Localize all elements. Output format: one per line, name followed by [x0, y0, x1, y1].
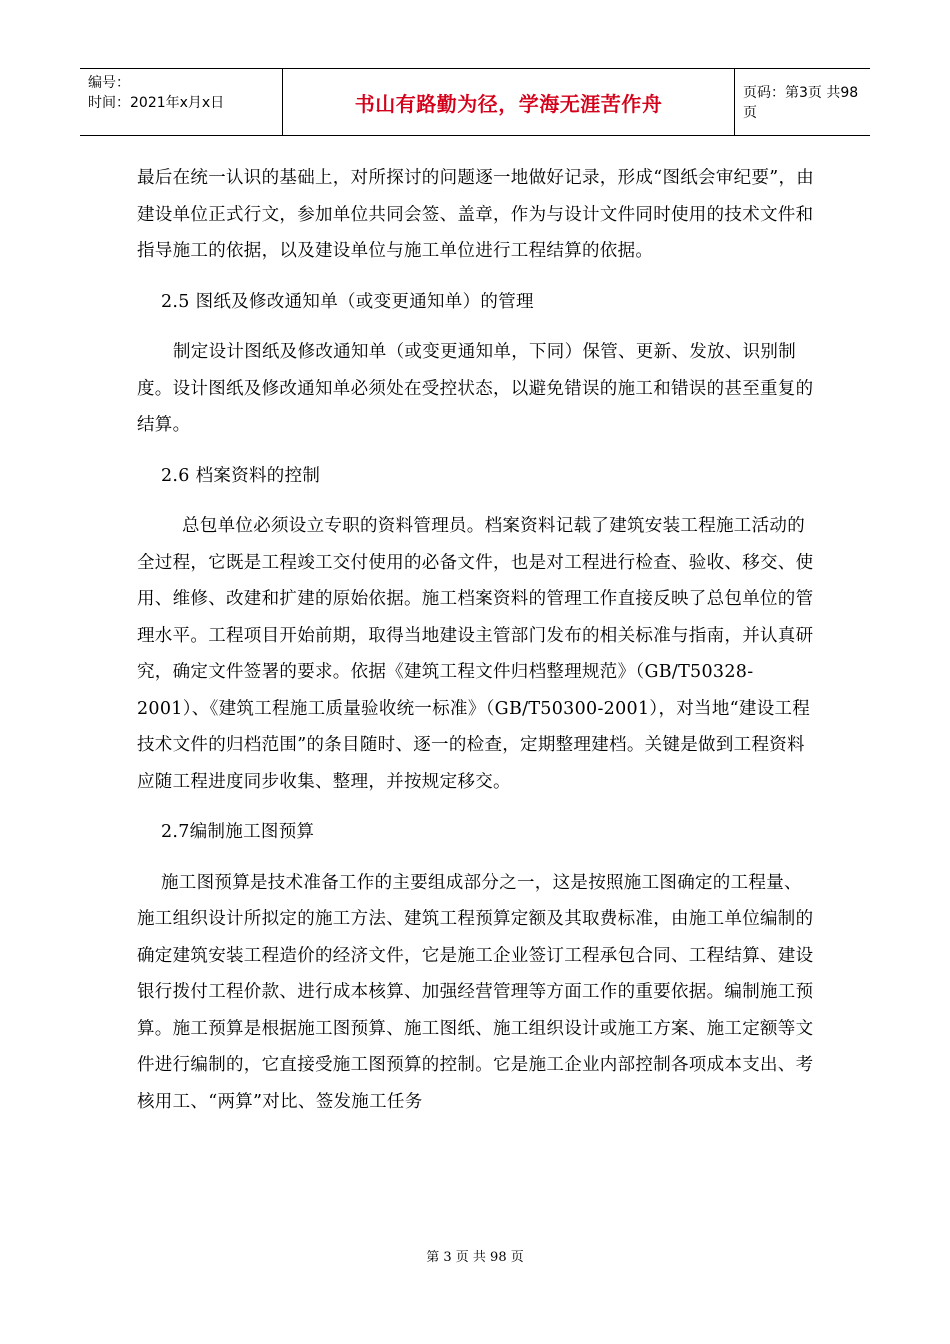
paragraph-archive-control: 总包单位必须设立专职的资料管理员。档案资料记载了建筑安装工程施工活动的全过程，它既是工程竣工交付使用的必备文件，也是对工程进行检查、验收、移交、使用、维修、改建和扩建的原始依据。施工档案资料的管理工作直接反映了总包单位的管理水平。工程项目开始前期，取得当地建设主管部门发布的相关标准与指南，并认真研究，确定文件签署的要求。依据《建筑工程文件归档整理规范》（GB/T50328-2001）、《建筑工程施工质量验收统一标准》（GB/T50300-2001），对当地“建设工程技术文件的归档范围”的条目随时、逐一的检查，定期整理建档。关键是做到工程资料应随工程进度同步收集、整理，并按规定移交。 — [137, 516, 814, 792]
paragraph-budget: 施工图预算是技术准备工作的主要组成部分之一，这是按照施工图确定的工程量、施工组织设计所拟定的施工方法、建筑工程预算定额及其取费标准，由施工单位编制的确定建筑安装工程造价的经济文件，它是施工企业签订工程承包合同、工程结算、建设银行拨付工程价款、进行成本核算、加强经营管理等方面工作的重要依据。编制施工预算。施工预算是根据施工图预算、施工图纸、施工组织设计或施工方案、施工定额等文件进行编制的，它直接受施工图预算的控制。它是施工企业内部控制各项成本支出、考核用工、“两算”对比、签发施工任务 — [137, 872, 814, 1112]
paragraph-drawing-management: 制定设计图纸及修改通知单（或变更通知单，下同）保管、更新、发放、识别制度。设计图纸及修改通知单必须处在受控状态，以避免错误的施工和错误的甚至重复的结算。 — [137, 342, 814, 435]
header-page-label: 页码：第3页 共98页 — [743, 85, 859, 121]
document-body — [137, 160, 817, 1120]
section-heading-2-5: 2.5 图纸及修改通知单（或变更通知单）的管理 — [161, 291, 534, 312]
page-footer: 第 3 页 共 98 页 — [426, 1250, 524, 1265]
document-number-label: 编号： — [88, 75, 130, 91]
paragraph-drawing-review: 最后在统一认识的基础上，对所探讨的问题逐一地做好记录，形成“图纸会审纪要”，由建设单位正式行文，参加单位共同会签、盖章，作为与设计文件同时使用的技术文件和指导施工的依据，以及建设单位与施工单位进行工程结算的依据。 — [137, 168, 815, 261]
page-header — [80, 68, 870, 136]
header-meta-cell — [80, 69, 283, 135]
document-date-label: 时间：2021年x月x日 — [88, 95, 225, 111]
section-heading-2-7: 2.7编制施工图预算 — [161, 822, 315, 842]
header-motto-cell — [283, 69, 735, 135]
header-page-cell — [735, 69, 870, 135]
section-heading-2-6: 2.6 档案资料的控制 — [161, 465, 321, 486]
header-motto: 书山有路勤为径，学海无涯苦作舟 — [354, 91, 663, 116]
